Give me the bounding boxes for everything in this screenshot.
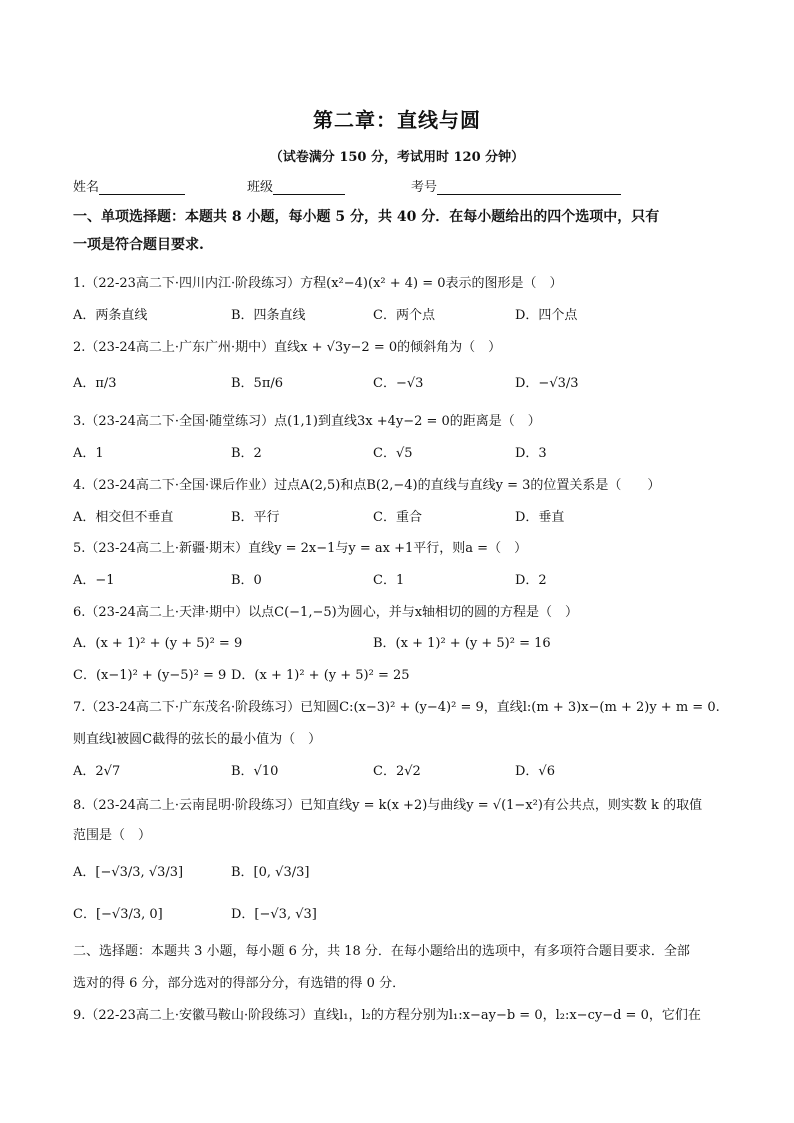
q2-option-c: C．−√3 — [373, 376, 424, 391]
q6-option-d: D．(x + 1)² + (y + 5)² = 25 — [231, 668, 410, 683]
q5-option-a: A．−1 — [73, 573, 115, 588]
page-title: 第二章：直线与圆 — [313, 108, 481, 132]
q7-option-d: D．√6 — [515, 764, 555, 779]
q1-option-b: B．四条直线 — [231, 308, 306, 323]
q5-option-b: B．0 — [231, 573, 262, 588]
question-2-stem: 2.（23-24高二上·广东广州·期中）直线x + √3y−2 = 0的倾斜角为（ ） — [73, 340, 502, 355]
q6-option-c: C．(x−1)² + (y−5)² = 9 — [73, 668, 227, 683]
name-blank — [99, 181, 185, 195]
number-label: 考号 — [411, 180, 438, 195]
q2-option-b: B．5π/6 — [231, 376, 284, 391]
question-1-stem: 1.（22-23高二下·四川内江·阶段练习）方程(x²−4)(x² + 4) = 0表示的图形是（ ） — [73, 276, 563, 291]
q7-option-b: B．√10 — [231, 764, 279, 779]
q3-option-d: D．3 — [515, 446, 547, 461]
class-field — [247, 176, 345, 195]
class-blank — [273, 181, 345, 195]
question-7-stem: 7.（23-24高二下·广东茂名·阶段练习）已知圆C:(x−3)² + (y−4)² = 9，直线l:(m + 3)x−(m + 2)y + m = 0. — [73, 700, 720, 715]
q8-option-a: A．[−√3/3, √3/3] — [73, 865, 184, 880]
number-blank — [437, 181, 621, 195]
q5-option-c: C．1 — [373, 573, 405, 588]
section1-heading-line1: 一、单项选择题：本题共 8 小题，每小题 5 分，共 40 分．在每小题给出的四个选项中，只有 — [73, 209, 660, 225]
q3-option-c: C．√5 — [373, 446, 413, 461]
name-label: 姓名 — [73, 180, 100, 195]
question-7-stem-line2: 则直线l被圆C截得的弦长的最小值为（ ） — [73, 732, 322, 747]
q7-option-a: A．2√7 — [73, 764, 121, 779]
q4-option-c: C．重合 — [373, 510, 422, 525]
question-5-stem: 5.（23-24高二上·新疆·期末）直线y = 2x−1与y = ax +1平行，则a =（ ） — [73, 541, 528, 556]
q6-option-a: A．(x + 1)² + (y + 5)² = 9 — [73, 636, 243, 651]
q4-option-a: A．相交但不垂直 — [73, 510, 174, 525]
class-label: 班级 — [247, 180, 274, 195]
q7-option-c: C．2√2 — [373, 764, 421, 779]
name-field — [73, 176, 185, 195]
q5-option-d: D．2 — [515, 573, 547, 588]
q8-option-b: B．[0, √3/3] — [231, 865, 310, 880]
q8-option-d: D．[−√3, √3] — [231, 907, 317, 922]
question-8-stem: 8.（23-24高二上·云南昆明·阶段练习）已知直线y = k(x +2)与曲线y = √(1−x²)有公共点，则实数 k 的取值 — [73, 798, 703, 813]
section1-heading — [73, 203, 733, 259]
q8-option-c: C．[−√3/3, 0] — [73, 907, 163, 922]
q2-option-d: D．−√3/3 — [515, 376, 579, 391]
q3-option-a: A．1 — [73, 446, 104, 461]
question-9-stem: 9.（22-23高二上·安徽马鞍山·阶段练习）直线l₁，l₂的方程分别为l₁:x−ay−b = 0，l₂:x−cy−d = 0，它们在 — [73, 1008, 701, 1023]
q1-option-c: C．两个点 — [373, 308, 435, 323]
q4-option-b: B．平行 — [231, 510, 280, 525]
page-subtitle: （试卷满分 150 分，考试用时 120 分钟） — [269, 150, 525, 165]
q6-option-b: B．(x + 1)² + (y + 5)² = 16 — [373, 636, 551, 651]
question-4-stem: 4.（23-24高二下·全国·课后作业）过点A(2,5)和点B(2,−4)的直线与直线y = 3的位置关系是（ ） — [73, 478, 661, 493]
q3-option-b: B．2 — [231, 446, 262, 461]
question-3-stem: 3.（23-24高二下·全国·随堂练习）点(1,1)到直线3x +4y−2 = 0的距离是（ ） — [73, 414, 541, 429]
q1-option-d: D．四个点 — [515, 308, 578, 323]
section2-heading-line2: 选对的得 6 分，部分选对的得部分分，有选错的得 0 分． — [73, 976, 406, 991]
section1-heading-line2: 一项是符合题目要求. — [73, 237, 204, 253]
q1-option-a: A．两条直线 — [73, 308, 148, 323]
q2-option-a: A．π/3 — [73, 376, 117, 391]
section2-heading-line1: 二、选择题：本题共 3 小题，每小题 6 分，共 18 分．在每小题给出的选项中，有多项符合题目要求．全部 — [73, 944, 690, 959]
question-6-stem: 6.（23-24高二上·天津·期中）以点C(−1,−5)为圆心，并与x轴相切的圆的方程是（ ） — [73, 605, 579, 620]
question-8-stem-line2: 范围是（ ） — [73, 828, 152, 843]
number-field — [411, 176, 621, 195]
q4-option-d: D．垂直 — [515, 510, 565, 525]
